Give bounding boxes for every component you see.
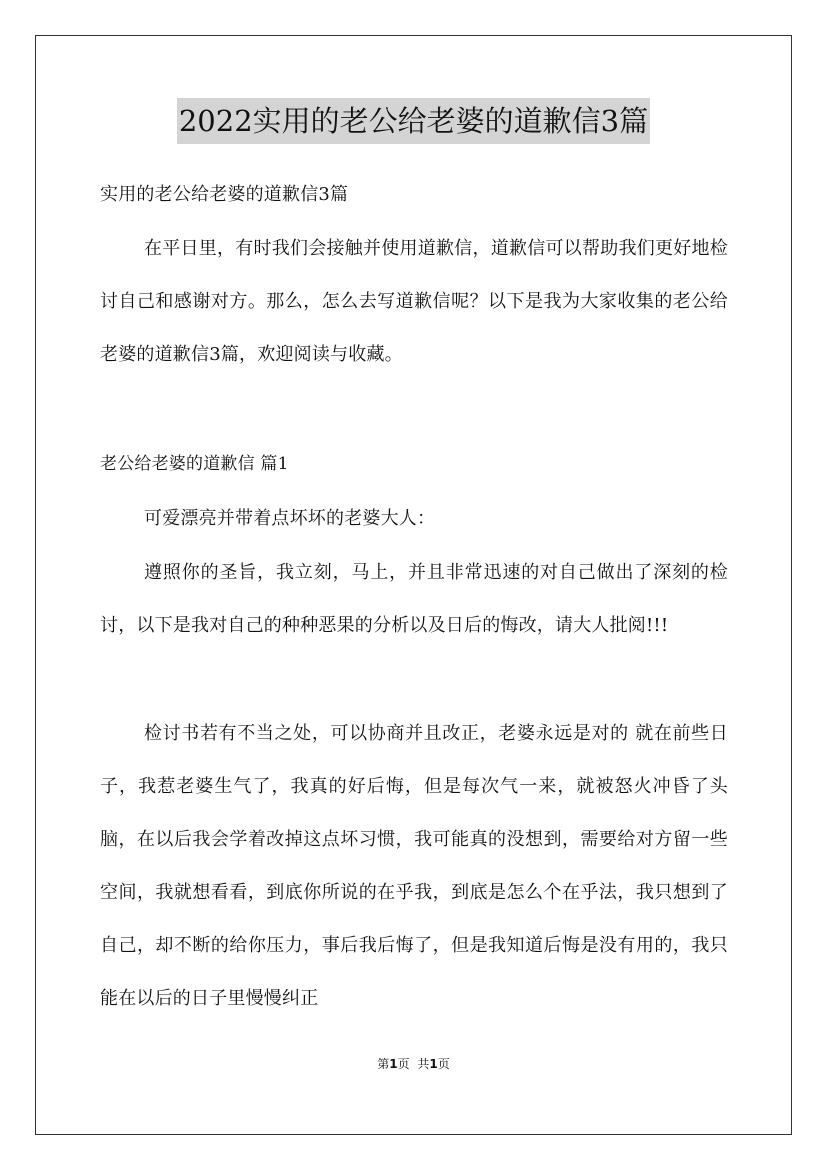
- page-number-suffix: 页: [397, 1057, 410, 1071]
- document-title: [0, 98, 827, 144]
- page-total-prefix: 共: [417, 1057, 430, 1071]
- document-subtitle: 实用的老公给老婆的道歉信3篇: [100, 184, 349, 205]
- page-number-prefix: 第: [377, 1057, 390, 1071]
- document-title-text: 2022实用的老公给老婆的道歉信3篇: [177, 98, 650, 144]
- page-total-suffix: 页: [437, 1057, 450, 1071]
- page-total: 1: [429, 1057, 438, 1071]
- page-number-current: 1: [389, 1057, 398, 1071]
- salutation: 可爱漂亮并带着点坏坏的老婆大人：: [144, 508, 436, 529]
- body-paragraph-2: 检讨书若有不当之处，可以协商并且改正，老婆永远是对的 就在前些日子，我惹老婆生气了，我真的好后悔，但是每次气一来，就被怒火冲昏了头脑，在以后我会学着改掉这点坏习惯，我可能真的没想到，需要给对方留一些空间，我就想看看，到底你所说的在乎我，到底是怎么个在乎法，我只想到了自己，却不断的给你压力，事后我后悔了，但是我知道后悔是没有用的，我只能在以后的日子里慢慢纠正: [100, 723, 728, 1009]
- page-footer: [0, 1056, 827, 1072]
- intro-paragraph: 在平日里，有时我们会接触并使用道歉信，道歉信可以帮助我们更好地检讨自己和感谢对方。那么，怎么去写道歉信呢？以下是我为大家收集的老公给老婆的道歉信3篇，欢迎阅读与收藏。: [100, 238, 728, 365]
- section-heading: 老公给老婆的道歉信 篇1: [100, 454, 289, 474]
- body-paragraph-1: 遵照你的圣旨，我立刻，马上，并且非常迅速的对自己做出了深刻的检讨，以下是我对自己的种种恶果的分析以及日后的悔改，请大人批阅!!!: [100, 562, 728, 636]
